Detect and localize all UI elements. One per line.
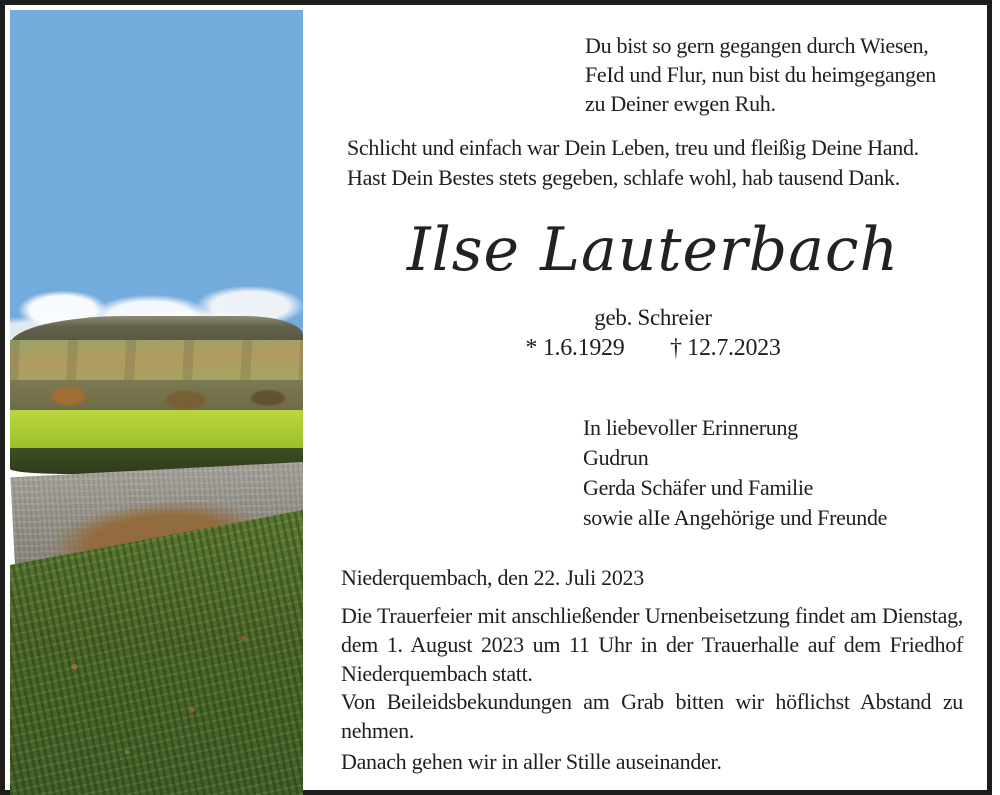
verse-line: Schlicht und einfach war Dein Leben, treu und fleißig Deine Hand. [347,135,919,160]
birth-star-symbol: * [525,335,538,361]
place-and-date: Niederquembach, den 22. Juli 2023 [341,565,644,590]
verse-line: zu Deiner ewgen Ruh. [585,91,776,116]
mourners-block [583,413,887,533]
death-cross-symbol: † [669,335,682,361]
life-dates [345,333,961,363]
verse-line: Du bist so gern gegangen durch Wiesen, [585,33,929,58]
mourner-line: Gerda Schäfer und Familie [583,475,814,500]
closing-paragraph: Danach gehen wir in aller Stille auseinander. [341,749,722,774]
death-date: 12.7.2023 [687,335,781,361]
opening-verse [585,31,936,118]
mourner-line: In liebevoller Erinnerung [583,415,798,440]
birth-date: 1.6.1929 [542,335,625,361]
deceased-name: Ilse Lauterbach [406,215,900,285]
mourner-line: Gudrun [583,445,649,470]
mourner-line: sowie alIe Angehörige und Freunde [583,505,888,530]
verse-line: Hast Dein Bestes stets gegeben, schlafe wohl, hab tausend Dank. [347,165,900,190]
landscape-photo [10,10,303,795]
condolence-request-paragraph: Von Beileidsbekundungen am Grab bitten wir höflichst Abstand zu nehmen. [341,689,963,743]
second-verse [347,133,919,193]
maiden-name: geb. Schreier [594,305,712,330]
funeral-info-paragraph: Die Trauerfeier mit anschließender Urnenbeisetzung findet am Dienstag, dem 1. August 2023 um 11 Uhr in der Trauerhalle auf dem Friedhof Niederquembach statt. [341,603,963,686]
verse-line: FeId und Flur, nun bist du heimgegangen [585,62,936,87]
